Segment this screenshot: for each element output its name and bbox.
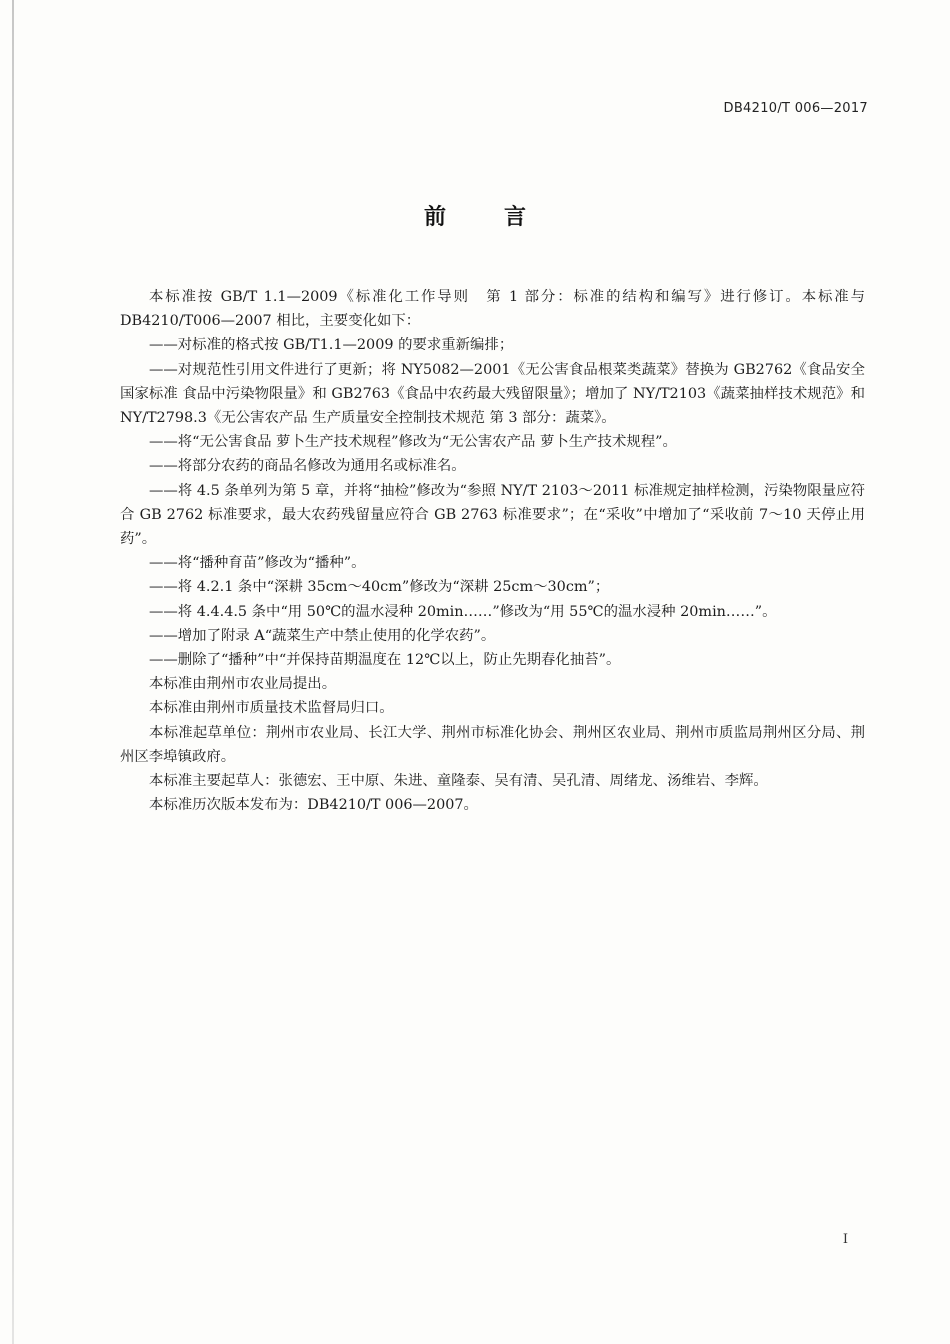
section-title: 前言 <box>423 205 584 230</box>
foreword-body <box>120 285 865 817</box>
paragraph: 本标准按 GB/T 1.1—2009《标准化工作导则 第 1 部分：标准的结构和编写》进行修订。本标准与 DB4210/T006—2007 相比，主要变化如下： <box>120 289 865 330</box>
paragraph: 本标准起草单位：荆州市农业局、长江大学、荆州市标准化协会、荆州区农业局、荆州市质监局荆州区分局、荆州区李埠镇政府。 <box>120 724 865 765</box>
paragraph: ——对规范性引用文件进行了更新；将 NY5082—2001《无公害食品根菜类蔬菜》替换为 GB2762《食品安全国家标准 食品中污染物限量》和 GB2763《食品中农药最大残留限量》；增加了 NY/T2103《蔬菜抽样技术规范》和 NY/T2798.3《无公害农产品 生产质量安全控制技术规范 第 3 部分：蔬菜》。 <box>120 361 865 427</box>
paragraph: 本标准历次版本发布为：DB4210/T 006—2007。 <box>149 797 478 814</box>
paragraph: ——对标准的格式按 GB/T1.1—2009 的要求重新编排； <box>149 337 514 354</box>
paragraph: ——将部分农药的商品名修改为通用名或标准名。 <box>149 458 466 475</box>
paragraph: ——将 4.2.1 条中“深耕 35cm～40cm”修改为“深耕 25cm～30cm”； <box>149 579 610 596</box>
paragraph: 本标准由荆州市质量技术监督局归口。 <box>149 700 394 717</box>
paragraph: ——增加了附录 A“蔬菜生产中禁止使用的化学农药”。 <box>149 627 496 644</box>
paragraph: ——删除了“播种”中“并保持苗期温度在 12℃以上，防止先期春化抽苔”。 <box>149 652 621 669</box>
paragraph: ——将“无公害食品 萝卜生产技术规程”修改为“无公害农产品 萝卜生产技术规程”。 <box>149 434 677 451</box>
paragraph: ——将 4.4.4.5 条中“用 50℃的温水浸种 20min……”修改为“用 55℃的温水浸种 20min……”。 <box>149 603 777 620</box>
paragraph: ——将 4.5 条单列为第 5 章，并将“抽检”修改为“参照 NY/T 2103～2011 标准规定抽样检测，污染物限量应符合 GB 2762 标准要求，最大农药残留量应符合 GB 2763 标准要求”；在“采收”中增加了“采收前 7～10 天停止用药”。 <box>120 482 865 548</box>
paragraph: ——将“播种育苗”修改为“播种”。 <box>149 555 366 572</box>
document-code: DB4210/T 006—2017 <box>723 101 868 116</box>
page-number: I <box>842 1232 848 1247</box>
paragraph: 本标准由荆州市农业局提出。 <box>149 676 337 693</box>
paragraph: 本标准主要起草人：张德宏、王中原、朱进、童隆泰、吴有清、吴孔清、周绪龙、汤维岩、李辉。 <box>149 773 768 790</box>
